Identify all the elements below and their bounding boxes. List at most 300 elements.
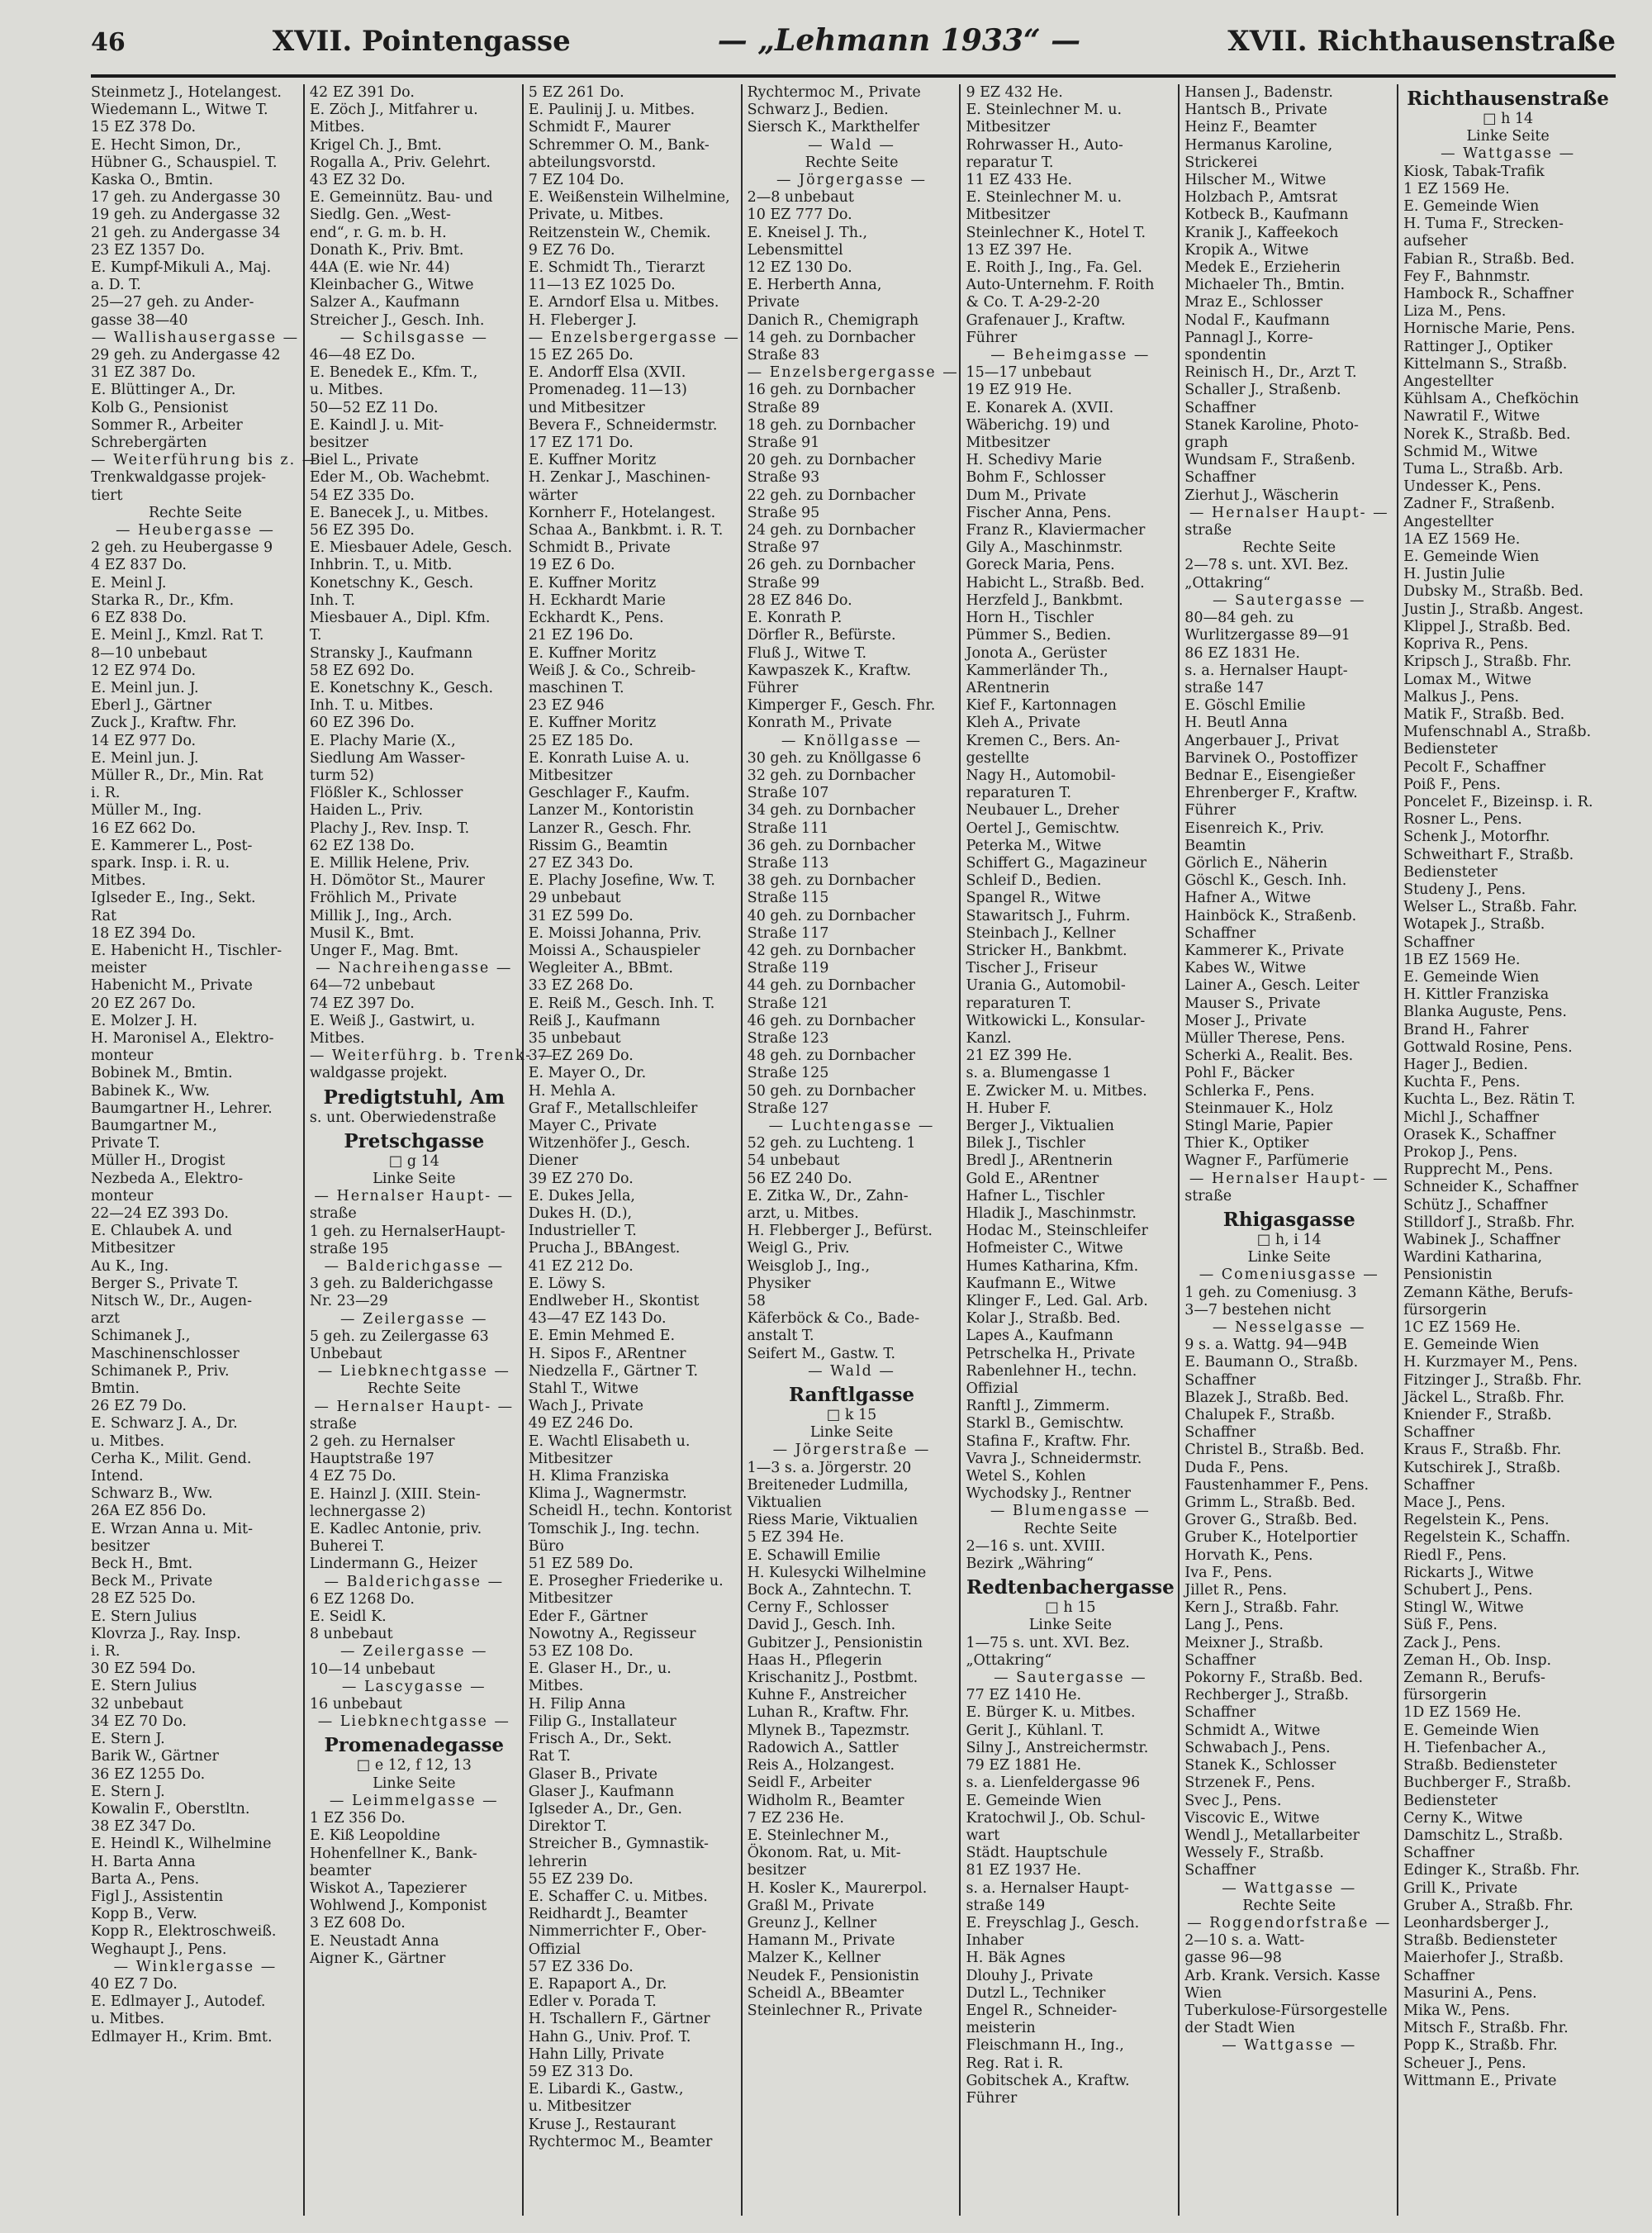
entry-line: Tischer J., Friseur [966,960,1098,977]
entry-line: Reiß J., Kaufmann [528,1012,661,1029]
entry-line: Direktor T. [528,1818,607,1836]
entry-line: E. Reiß M., Gesch. Inh. T. [528,995,715,1012]
column-3 [529,84,743,2216]
entry-line: Seidl F., Arbeiter [747,1775,871,1792]
entry-line: Aigner K., Gärtner [309,1950,446,1967]
entry-line: 1 EZ 356 Do. [309,1810,406,1827]
entry-line: 26 EZ 79 Do. [91,1398,187,1415]
entry-line: 42 EZ 391 Do. [309,84,415,101]
entry-line: spark. Insp. i. R. u. [91,854,230,872]
entry-line: Richthausenstraße [1407,88,1609,110]
entry-line: 28 EZ 525 Do. [91,1590,197,1608]
entry-line: 50 geh. zu Dornbacher [747,1082,916,1100]
entry-line: Hermanus Karoline, [1184,136,1333,154]
entry-line: Glaser B., Private [528,1765,657,1783]
entry-line: Hofmeister C., Witwe [966,1240,1123,1257]
entry-line: — Schilsgasse — [339,329,488,346]
entry-line: H. Schedivy Marie [966,452,1103,469]
entry-line: Goreck Maria, Pens. [966,557,1115,574]
entry-line: Mitbesitzer [966,207,1051,224]
entry-line: Schremmer O. M., Bank- [528,136,710,154]
entry-line: graph [1184,435,1228,452]
entry-line: Bediensteter [1403,863,1498,881]
entry-line: Schaffner [1184,1424,1256,1442]
entry-line: — Comeniusgasse — [1199,1266,1379,1284]
entry-line: Schmidt B., Private [528,539,671,557]
entry-line: Mayer C., Private [528,1117,657,1134]
entry-line: 32 geh. zu Dornbacher [747,767,916,784]
entry-line: Dubsky M., Straßb. Bed. [1403,583,1584,601]
entry-line: Kammerländer Th., [966,662,1108,679]
entry-line: Mauser S., Private [1184,995,1321,1012]
entry-line: Mraz E., Schlosser [1184,294,1323,311]
entry-line: Hantsch B., Private [1184,102,1327,119]
entry-line: Brand H., Fahrer [1403,1021,1529,1038]
entry-line: Kripsch J., Straßb. Fhr. [1403,653,1572,671]
entry-line: Klima J., Wagnermstr. [528,1485,687,1503]
entry-line: Schaffner [1184,469,1256,487]
entry-line: Rhigasgasse [1222,1209,1355,1231]
entry-line: 20 EZ 267 Do. [91,995,197,1012]
entry-line: E. Freyschlag J., Gesch. [966,1914,1140,1931]
entry-line: E. Rapaport A., Dr. [528,1975,667,1993]
entry-line: E. Herberth Anna, [747,277,882,294]
entry-line: Scheidl H., techn. Kontorist [528,1503,732,1520]
entry-line: 14 EZ 977 Do. [91,732,197,749]
entry-line: Bock A., Zahntechn. T. [747,1582,912,1599]
entry-line: E. Zwicker M. u. Mitbes. [966,1082,1147,1100]
entry-line: Unger F., Mag. Bmt. [309,942,459,959]
entry-line: Zadner F., Straßenb. [1403,496,1555,513]
entry-line: 74 EZ 397 Do. [309,995,415,1012]
entry-line: Franz R., Klaviermacher [966,522,1146,539]
entry-line: Kranik J., Kaffeekoch [1184,224,1339,241]
entry-line: Lanzer R., Gesch. Fhr. [528,820,692,837]
entry-line: 52 geh. zu Luchteng. 1 [747,1135,916,1152]
entry-line: gasse 38—40 [91,311,188,329]
entry-line: Grimm L., Straßb. Bed. [1184,1494,1356,1512]
entry-line: Reinisch H., Dr., Arzt T. [1184,364,1357,382]
entry-line: Beck M., Private [91,1573,213,1590]
entry-line: Hager J., Bedien. [1403,1056,1528,1073]
entry-line: Inhaber [966,1932,1024,1950]
entry-line: 80—84 geh. zu [1184,610,1294,627]
entry-line: — Knöllgasse — [781,732,923,749]
entry-line: Nowotny A., Regisseur [528,1625,696,1642]
entry-line: Hafner A., Witwe [1184,890,1311,907]
entry-line: Kawpaszek K., Kraftw. [747,662,912,679]
entry-line: E. Andorff Elsa (XVII. [528,364,686,382]
entry-line: 55 EZ 239 Do. [528,1870,634,1888]
entry-line: Tuma L., Straßb. Arb. [1403,461,1564,478]
entry-line: Straße 91 [747,435,820,452]
entry-line: u. Mitbes. [91,2011,165,2028]
entry-line: Dlouhy J., Private [966,1967,1094,1984]
entry-line: Süß F., Pens. [1403,1617,1498,1634]
entry-line: Lapes A., Kaufmann [966,1328,1113,1345]
entry-line: — Lascygasse — [341,1678,487,1695]
entry-line: Rupprecht M., Pens. [1403,1162,1554,1179]
entry-line: Wessely F., Straßb. [1184,1845,1324,1862]
entry-line: Beck H., Bmt. [91,1556,193,1573]
entry-line: 50—52 EZ 11 Do. [309,399,439,416]
entry-line: — Balderichgasse — [324,1258,505,1275]
entry-line: beamter [309,1862,372,1879]
entry-line: Inh. T. [309,592,356,609]
entry-line: Linke Seite [1247,1249,1331,1266]
entry-line: arzt [91,1310,121,1328]
entry-line: E. Prosegher Friederike u. [528,1573,724,1590]
entry-line: Neudek F., Pensionistin [747,1967,919,1984]
entry-line: Straße 97 [747,539,820,557]
entry-line: straße [309,1415,357,1432]
entry-line: 1B EZ 1569 He. [1403,951,1521,968]
entry-line: Rechte Seite [805,154,899,171]
entry-line: H. Kulesycki Wilhelmine [747,1564,927,1581]
entry-line: — Beheimgasse — [990,347,1151,364]
entry-line: Nimmerrichter F., Ober- [528,1923,707,1941]
entry-line: besitzer [747,1862,806,1879]
entry-line: Jonota A., Gerüster [966,644,1107,662]
entry-line: Mitbesitzer [966,435,1051,452]
entry-line: Kopp B., Verw. [91,1906,197,1923]
entry-line: s. unt. Oberwiedenstraße [309,1109,496,1126]
entry-line: Barik W., Gärtner [91,1748,219,1765]
entry-line: 36 EZ 1255 Do. [91,1765,206,1783]
entry-line: H. Beutl Anna [1184,715,1288,732]
entry-line: fürsorgerin [1403,1687,1487,1704]
entry-line: u. Mitbes. [309,382,383,399]
entry-line: Wotapek J., Straßb. [1403,916,1545,934]
entry-line: 2 geh. zu Heubergasse 9 [91,539,273,557]
entry-line: □ h 15 [1045,1599,1096,1617]
entry-line: H. Huber F. [966,1100,1051,1117]
entry-line: 19 geh. zu Andergasse 32 [91,207,281,224]
entry-line: Zack J., Pens. [1403,1634,1502,1651]
entry-line: 51 EZ 589 Do. [528,1556,634,1573]
entry-line: Hahn Lilly, Private [528,2045,665,2063]
entry-line: lehrerin [528,1853,587,1870]
entry-line: 2—10 s. a. Watt- [1184,1932,1305,1950]
entry-line: Führer [747,679,799,696]
entry-line: straße 149 [966,1897,1046,1914]
entry-line: Wach J., Private [528,1398,644,1415]
entry-line: 56 EZ 395 Do. [309,522,415,539]
entry-line: — Roggendorfstraße — [1187,1914,1392,1931]
entry-line: E. Kiß Leopoldine [309,1827,440,1845]
entry-line: Straße 127 [747,1100,829,1117]
entry-line: E. Gemeinde Wien [1403,549,1540,566]
entry-line: Kolar J., Straßb. Bed. [966,1310,1121,1328]
entry-line: Rechte Seite [148,504,242,521]
entry-line: Rechberger J., Straßb. [1184,1687,1349,1704]
entry-line: — Blumengasse — [990,1503,1151,1520]
entry-line: besitzer [309,435,368,452]
entry-line: — Wattgasse — [1441,145,1576,163]
entry-line: E. Gemeinde Wien [1403,968,1540,986]
entry-line: Graßl M., Private [747,1897,875,1914]
entry-line: □ h 14 [1482,111,1534,127]
entry-line: Hauptstraße 197 [309,1451,434,1468]
entry-line: Gubitzer J., Pensionistin [747,1634,923,1651]
entry-line: Schneider K., Schaffner [1403,1179,1578,1196]
entry-line: Niedzella F., Gärtner T. [528,1362,699,1380]
entry-line: — Weiterführung bis z. — [91,452,319,469]
entry-line: E. Schwarz J. A., Dr. [91,1415,238,1432]
entry-line: Nezbeda A., Elektro- [91,1170,244,1187]
entry-line: Schaffner [1403,934,1475,951]
entry-line: Kittelmann S., Straßb. [1403,355,1568,373]
entry-line: H. Fleberger J. [528,311,637,329]
entry-line: Matik F., Straßb. Bed. [1403,706,1565,723]
entry-line: David J., Gesch. Inh. [747,1617,896,1634]
entry-line: Habenicht M., Private [91,977,253,995]
entry-line: 6 EZ 838 Do. [91,610,187,627]
entry-line: Weigl G., Priv. [747,1240,850,1257]
entry-line: Mitbes. [91,872,146,890]
entry-line: Rychtermoc M., Beamter [528,2133,713,2150]
entry-line: straße [1184,522,1232,539]
entry-line: reparaturen T. [966,785,1072,802]
entry-line: Hohenfellner K., Bank- [309,1845,477,1862]
entry-line: Danich R., Chemigraph [747,311,919,329]
entry-line: E. Hecht Simon, Dr., [91,136,241,154]
entry-line: E. Meinl jun. J. [91,679,199,696]
entry-line: Private [747,294,800,311]
entry-line: Bmtin. [91,1380,140,1398]
entry-line: Nr. 23—29 [309,1293,388,1310]
entry-line: Dutzl L., Techniker [966,1984,1106,2002]
entry-line: H. Kittler Franziska [1403,986,1550,1004]
entry-line: H. Bäk Agnes [966,1950,1066,1967]
entry-line: Kniender F., Straßb. [1403,1407,1552,1424]
entry-line: Silny J., Anstreichermstr. [966,1739,1149,1756]
entry-line: Starka R., Dr., Kfm. [91,592,235,609]
entry-line: Mlynek B., Tapezmstr. [747,1722,910,1739]
entry-line: Studeny J., Pens. [1403,881,1526,898]
entry-line: Pecolt F., Schaffner [1403,758,1546,776]
entry-line: straße 195 [309,1240,389,1257]
entry-line: 16 geh. zu Dornbacher [747,382,916,399]
entry-line: Schaffner [1184,1704,1256,1722]
entry-line: Kropik A., Witwe [1184,241,1309,259]
entry-line: Straßb. Bediensteter [1403,1757,1557,1775]
entry-line: Prokop J., Pens. [1403,1143,1518,1161]
entry-line: 5 geh. zu Zeilergasse 63 [309,1328,489,1345]
right-street-heading: XVII. Richthausenstraße [1227,25,1616,58]
entry-line: Riess Marie, Viktualien [747,1512,919,1529]
entry-line: — Hernalser Haupt- — [314,1188,515,1205]
entry-line: Schiffert G., Magazineur [966,854,1146,872]
entry-line: 59 EZ 313 Do. [528,2063,634,2080]
entry-line: 62 EZ 138 Do. [309,837,415,854]
entry-line: Ökonom. Rat, u. Mit- [747,1845,901,1862]
entry-line: Biel L., Private [309,452,419,469]
entry-line: Schimanek J., [91,1328,191,1345]
entry-line: 56 EZ 240 Do. [747,1170,852,1187]
entry-line: Kolb G., Pensionist [91,399,229,416]
entry-line: Witzenhöfer J., Gesch. [528,1135,691,1152]
entry-line: Schleif D., Bedien. [966,872,1102,890]
entry-line: 26A EZ 856 Do. [91,1503,206,1520]
entry-line: Wychodsky J., Rentner [966,1485,1131,1503]
entry-line: Peterka M., Witwe [966,837,1102,854]
entry-line: 15 EZ 378 Do. [91,119,197,136]
entry-line: 3 geh. zu Balderichgasse [309,1276,494,1293]
entry-line: 17 EZ 171 Do. [528,435,634,452]
entry-line: Kopp R., Elektroschweiß. [91,1923,277,1941]
entry-line: Steinmauer K., Holz [1184,1100,1333,1117]
entry-line: Poiß F., Pens. [1403,776,1501,793]
entry-line: 30 geh. zu Knöllgasse 6 [747,749,922,767]
entry-line: Rat T. [528,1748,571,1765]
entry-line: Pohl F., Bäcker [1184,1065,1294,1082]
entry-line: Fey F., Bahnmstr. [1403,268,1531,285]
entry-line: Steinmetz J., Hotelangest. [91,84,282,101]
entry-line: 4 EZ 837 Do. [91,557,187,574]
entry-line: Welser L., Straßb. Fahr. [1403,899,1578,916]
entry-line: — Wattgasse — [1222,2037,1357,2055]
entry-line: Prucha J., BBAngest. [528,1240,681,1257]
entry-line: E. Moissi Johanna, Priv. [528,924,702,942]
entry-line: Klippel J., Straßb. Bed. [1403,618,1571,635]
entry-line: Straße 115 [747,890,829,907]
entry-line: Konetschny K., Gesch. [309,574,474,592]
entry-line: 46 geh. zu Dornbacher [747,1012,916,1029]
entry-line: Geschlager F., Kaufm. [528,785,691,802]
entry-line: 29 geh. zu Andergasse 42 [91,347,281,364]
entry-line: Blazek J., Straßb. Bed. [1184,1389,1350,1406]
entry-line: Wäberichg. 19) und [966,416,1110,434]
entry-line: i. R. [91,785,121,802]
entry-line: Dum M., Private [966,487,1086,504]
entry-line: 21 EZ 399 He. [966,1048,1072,1065]
entry-line: Hornische Marie, Pens. [1403,321,1576,338]
entry-line: H. Tschallern F., Gärtner [528,2011,710,2028]
entry-line: Endlweber H., Skontist [528,1293,700,1310]
entry-line: Hahn G., Univ. Prof. T. [528,2028,691,2045]
entry-line: 35 unbebaut [528,1029,621,1047]
entry-line: 1A EZ 1569 He. [1403,530,1521,548]
entry-line: 60 EZ 396 Do. [309,715,415,732]
entry-line: Kratochwil J., Ob. Schul- [966,1809,1146,1827]
entry-line: 19 EZ 6 Do. [528,557,615,574]
entry-line: Leonhardsberger J., [1403,1914,1550,1931]
entry-line: a. D. T. [91,277,141,294]
entry-line: Angestellter [1403,513,1493,530]
entry-line: Cerny K., Witwe [1403,1809,1523,1827]
entry-line: 19 EZ 919 He. [966,382,1072,399]
entry-line: maschinen T. [528,679,624,696]
entry-line: Donath K., Priv. Bmt. [309,241,464,259]
entry-line: Edinger K., Straßb. Fhr. [1403,1862,1580,1879]
entry-line: H. Kosler K., Maurerpol. [747,1879,928,1897]
entry-line: H. Flebberger J., Befürst. [747,1223,933,1240]
entry-line: Siersch K., Markthelfer [747,119,920,136]
entry-line: — Weiterführg. b. Trenk- — [309,1048,555,1065]
entry-line: Berger S., Private T. [91,1275,239,1292]
entry-line: E. Chlaubek A. und [91,1223,233,1240]
entry-line: Christel B., Straßb. Bed. [1184,1442,1365,1459]
entry-line: E. Heindl K., Wilhelmine [91,1836,272,1853]
entry-line: E. Meinl jun. J. [91,749,199,767]
entry-line: wart [966,1827,1000,1844]
entry-line: Kuchta F., Pens. [1403,1074,1521,1091]
entry-line: 22—24 EZ 393 Do. [91,1205,229,1222]
entry-line: Bilek J., Tischler [966,1135,1086,1152]
entry-line: Neubauer L., Dreher [966,802,1119,820]
entry-line: Buchberger F., Straßb. [1403,1775,1572,1792]
entry-line: s. a. Blumengasse 1 [966,1065,1112,1082]
entry-line: Straße 93 [747,469,820,487]
entry-line: Steinbach J., Kellner [966,924,1116,942]
entry-line: Cerny F., Schlosser [747,1599,889,1617]
entry-line: Iglseder E., Ing., Sekt. [91,890,256,907]
entry-line: H. Mehla A. [528,1082,616,1100]
entry-line: E. Kneisel J. Th., [747,224,868,241]
entry-line: 42 geh. zu Dornbacher [747,942,916,959]
entry-line: 8 unbebaut [309,1626,393,1643]
entry-line: Gerit J., Kühlanl. T. [966,1722,1104,1739]
entry-line: E. Kammerer L., Post- [91,837,253,854]
entry-line: 54 unbebaut [747,1152,840,1170]
entry-line: 15 EZ 265 Do. [528,347,634,364]
entry-line: Führer [1184,802,1237,820]
entry-line: Pretschgasse [344,1129,485,1152]
entry-line: meisterin [966,2020,1036,2037]
entry-line: Lomax M., Witwe [1403,671,1532,688]
entry-line: Bediensteter [1403,741,1498,758]
entry-line: E. Kuffner Moritz [528,715,657,732]
entry-line: 18 EZ 394 Do. [91,924,197,942]
entry-line: E. Kuffner Moritz [528,452,657,469]
entry-line: — Wald — [808,1362,895,1380]
entry-line: Michl J., Schaffner [1403,1109,1540,1126]
entry-line: Schrebergärten [91,435,207,452]
entry-line: — Leimmelgasse — [329,1792,499,1809]
entry-line: Eberl J., Gärtner [91,697,212,715]
entry-line: Herzfeld J., Bankbmt. [966,592,1123,609]
entry-line: Hansen J., Badenstr. [1184,84,1333,101]
entry-line: Jillet R., Pens. [1184,1582,1288,1599]
entry-line: 26 geh. zu Dornbacher [747,557,916,574]
entry-line: Engel R., Schneider- [966,2002,1118,2019]
entry-line: aufseher [1403,233,1468,250]
entry-line: E. Konrath P. [747,610,843,627]
entry-line: Scheuer J., Pens. [1403,2055,1526,2072]
entry-line: Rogalla A., Priv. Gelehrt. [309,154,491,171]
entry-line: Rat [91,907,117,924]
entry-line: Schmid M., Witwe [1403,443,1538,460]
entry-line: Greunz J., Kellner [747,1914,877,1931]
entry-line: Wendl J., Metallarbeiter [1184,1827,1360,1844]
entry-line: — Winklergasse — [113,1958,278,1975]
entry-line: Kiosk, Tabak-Trafik [1403,163,1545,180]
entry-line: 33 EZ 268 Do. [528,977,634,995]
entry-line: E. Edlmayer J., Autodef. [91,1993,266,2011]
entry-line: 57 EZ 336 Do. [528,1958,634,1975]
entry-line: Riedl F., Pens. [1403,1546,1507,1564]
entry-line: Pokorny F., Straßb. Bed. [1184,1670,1364,1687]
entry-line: Iva F., Pens. [1184,1564,1273,1581]
entry-line: E. Seidl K. [309,1608,387,1626]
entry-line: Urania G., Automobil- [966,977,1126,995]
entry-line: H. Barta Anna [91,1853,196,1870]
entry-line: E. Löwy S. [528,1275,606,1292]
entry-line: Grill K., Private [1403,1879,1518,1897]
entry-line: Viktualien [747,1494,822,1512]
entry-line: Straße 99 [747,574,820,592]
